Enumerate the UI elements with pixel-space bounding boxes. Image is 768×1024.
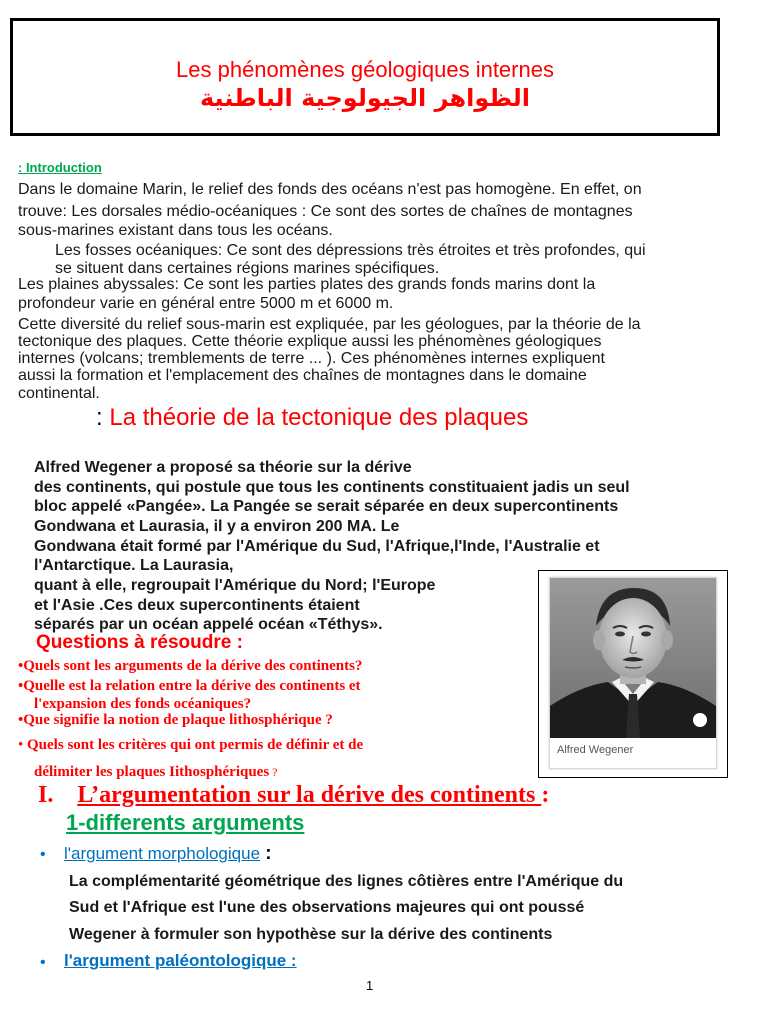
wegener-line5: Gondwana était formé par l'Amérique du Sud, l'Afrique,l'Inde, l'Australie et xyxy=(34,538,600,555)
question-1: •Quels sont les arguments de la dérive des continents? xyxy=(18,658,363,674)
intro-p4-line3: internes (volcans; tremblements de terre ... ). Ces phénomènes internes expliquent xyxy=(18,350,605,367)
wegener-portrait-image xyxy=(550,578,716,738)
part1-heading xyxy=(38,782,549,809)
part1-title: L’argumentation sur la dérive des continents xyxy=(77,782,542,808)
intro-p1-line2: trouve: Les dorsales médio-océaniques : Ce sont des sortes de chaînes de montagnes xyxy=(18,203,633,220)
intro-p4-line1: Cette diversité du relief sous-marin est expliquée, par les géologues, par la théorie de la xyxy=(18,316,641,333)
arg1-line2: Sud et l'Afrique est l'une des observations majeures qui ont poussé xyxy=(69,899,585,916)
intro-p2-line2: se situent dans certaines régions marines spécifiques. xyxy=(55,260,440,277)
wegener-line8: et l'Asie .Ces deux supercontinents étaient xyxy=(34,597,360,614)
question-4-line2-text: délimiter les plaques Iithosphériques xyxy=(34,764,270,780)
wegener-line2: des continents, qui postule que tous les continents constituaient jadis un seul xyxy=(34,479,630,496)
question-4-bullet: • xyxy=(18,737,24,753)
wegener-line6: l'Antarctique. La Laurasia, xyxy=(34,557,234,574)
wegener-line4: Gondwana et Laurasia, il y a environ 200 MA. Le xyxy=(34,518,400,535)
arg2-bullet: • xyxy=(40,954,46,971)
intro-p4-line4: aussi la formation et l'emplacement des chaînes de montagnes dans le domaine xyxy=(18,367,587,384)
questions-heading: Questions à résoudre : xyxy=(36,632,243,653)
intro-p4-line5: continental. xyxy=(18,385,100,402)
title-french: Les phénomènes géologiques internes xyxy=(176,57,554,82)
arg1-line3: Wegener à formuler son hypothèse sur la dérive des continents xyxy=(69,926,553,943)
intro-p2-line1: Les fosses océaniques: Ce sont des dépressions très étroites et très profondes, qui xyxy=(55,242,646,259)
arg1-morphological-link[interactable]: l'argument morphologique xyxy=(64,844,261,863)
wegener-portrait-card xyxy=(549,577,717,769)
wegener-line1: Alfred Wegener a proposé sa théorie sur la dérive xyxy=(34,459,412,476)
part1-colon: : xyxy=(541,782,550,808)
wegener-caption: Alfred Wegener xyxy=(557,744,634,756)
wegener-line3: bloc appelé «Pangée». La Pangée se serait séparée en deux supercontinents xyxy=(34,498,619,515)
arg1-colon: : xyxy=(260,843,272,864)
tectonics-title-prefix: : xyxy=(96,404,110,431)
intro-p3-line1: Les plaines abyssales: Ce sont les parties plates des grands fonds marins dont la xyxy=(18,276,596,293)
question-4-line1 xyxy=(18,736,363,755)
part1-subtitle: 1-differents arguments xyxy=(66,810,305,835)
intro-p1-line1: Dans le domaine Marin, le relief des fonds des océans n'est pas homogène. En effet, on xyxy=(18,181,642,198)
wegener-line9: séparés par un océan appelé océan «Téthys». xyxy=(34,616,383,633)
question-4-end: ? xyxy=(269,765,278,779)
question-4-line2 xyxy=(34,763,278,782)
intro-p3-line2: profondeur varie en général entre 5000 m et 6000 m. xyxy=(18,295,394,312)
arg1-heading xyxy=(64,843,272,865)
wegener-portrait-frame xyxy=(538,570,728,778)
part1-numeral: I. xyxy=(38,782,54,808)
title-box xyxy=(10,18,720,136)
arg1-bullet: • xyxy=(40,846,46,863)
question-2-line2: l'expansion des fonds océaniques? xyxy=(34,696,252,712)
intro-p1-line3: sous-marines existant dans tous les océans. xyxy=(18,222,333,239)
question-3: •Que signifie la notion de plaque lithosphérique ? xyxy=(18,712,333,728)
tectonics-section-title xyxy=(96,403,528,433)
wegener-line7: quant à elle, regroupait l'Amérique du Nord; l'Europe xyxy=(34,577,436,594)
question-2-line1: •Quelle est la relation entre la dérive des continents et xyxy=(18,678,361,694)
arg1-line1: La complémentarité géométrique des lignes côtières entre l'Amérique du xyxy=(69,873,624,890)
title-arabic: الظواهر الجيولوجية الباطنية xyxy=(199,84,531,112)
introduction-heading: : Introduction xyxy=(18,160,102,175)
arg2-paleontological-link[interactable]: l'argument paléontologique : xyxy=(64,951,297,970)
intro-p4-line2: tectonique des plaques. Cette théorie explique aussi les phénomènes géologiques xyxy=(18,333,602,350)
question-4-text: Quels sont les critères qui ont permis de définir et de xyxy=(23,737,364,753)
page-number: 1 xyxy=(366,978,374,993)
tectonics-title-text: La théorie de la tectonique des plaques xyxy=(109,404,529,431)
